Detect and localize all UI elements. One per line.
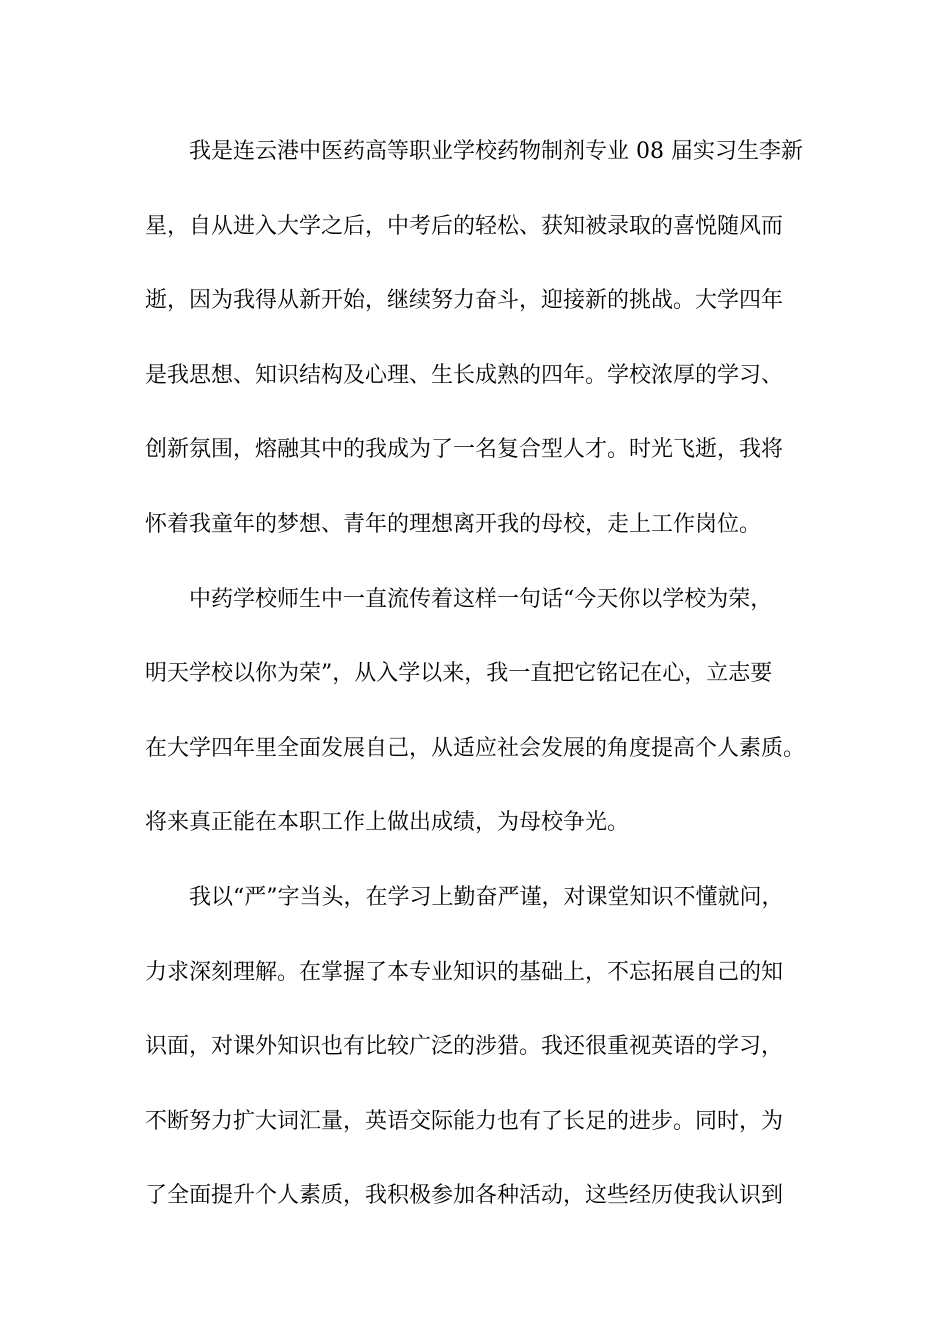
text-line-9: 在大学四年里全面发展自己，从适应社会发展的角度提高个人素质。: [145, 735, 806, 761]
text-line-10: 将来真正能在本职工作上做出成绩，为母校争光。: [145, 810, 630, 836]
text-line-4: 是我思想、知识结构及心理、生长成熟的四年。学校浓厚的学习、: [145, 362, 784, 388]
text-line-13: 识面，对课外知识也有比较广泛的涉猎。我还很重视英语的学习，: [145, 1034, 784, 1060]
text-line-1: 我是连云港中医药高等职业学校药物制剂专业 08 届实习生李新: [189, 139, 803, 164]
text-line-5: 创新氛围，熔融其中的我成为了一名复合型人才。时光飞逝，我将: [145, 437, 784, 463]
text-line-3: 逝，因为我得从新开始，继续努力奋斗，迎接新的挑战。大学四年: [145, 288, 784, 314]
text-line-11: 我以“严”字当头，在学习上勤奋严谨，对课堂知识不懂就问，: [189, 884, 784, 910]
text-line-6: 怀着我童年的梦想、青年的理想离开我的母校，走上工作岗位。: [145, 511, 762, 537]
text-line-15: 了全面提升个人素质，我积极参加各种活动，这些经历使我认识到: [145, 1183, 784, 1209]
text-line-12: 力求深刻理解。在掌握了本专业知识的基础上，不忘拓展自己的知: [145, 959, 784, 985]
text-line-7: 中药学校师生中一直流传着这样一句话“今天你以学校为荣，: [189, 586, 773, 612]
body-text: [145, 130, 815, 1249]
text-line-2: 星，自从进入大学之后，中考后的轻松、获知被录取的喜悦随风而: [145, 213, 784, 239]
text-line-14: 不断努力扩大词汇量，英语交际能力也有了长足的进步。同时，为: [145, 1108, 784, 1134]
text-line-8: 明天学校以你为荣”，从入学以来，我一直把它铭记在心，立志要: [145, 661, 773, 687]
